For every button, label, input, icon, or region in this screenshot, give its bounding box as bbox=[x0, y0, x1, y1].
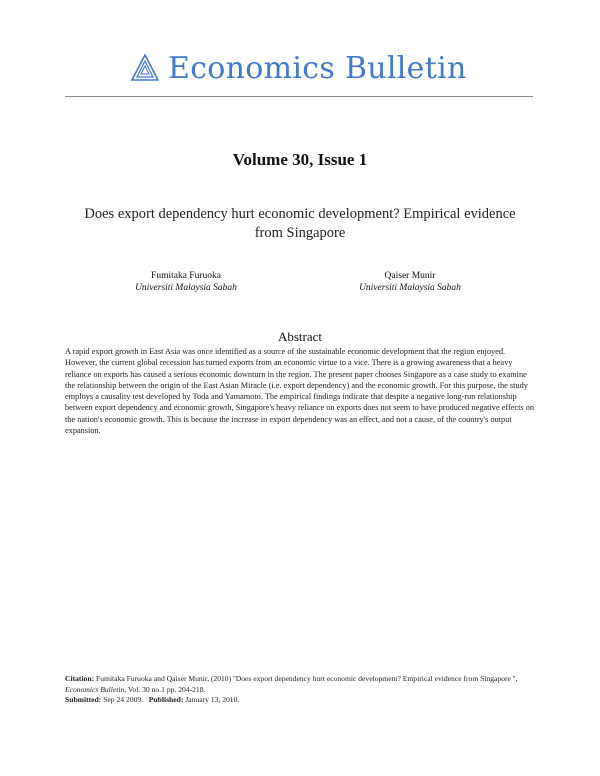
author-name: Qaiser Munir bbox=[384, 271, 436, 281]
abstract-text: A rapid export growth in East Asia was once identified as a source of the sustainable economic development that the region enjoyed. However, the current global recession has turned exports from an economic virtue to a vice. There is a growing awareness that a heavy reliance on exports has caused a serious economic downturn in the region. The present paper chooses Singapore as a case study to examine the relationship between the origin of the East Asian Miracle (i.e. export dependency) and the economic growth. For this purpose, the study employs a causality test developed by Toda and Yamamoto. The empirical findings indicate that despite a negative long-run relationship between export dependency and economic growth, Singapore's heavy reliance on exports does not seem to have produced negative effects on the nation's economic growth. This is because the increase in export dependency was an effect, and not a cause, of the country's output expansion. bbox=[65, 347, 535, 436]
submitted-label: Submitted: bbox=[65, 695, 102, 704]
author-block-2 bbox=[310, 270, 510, 294]
paper-title: Does export dependency hurt economic development? Empirical evidence from Singapore bbox=[84, 206, 516, 241]
author-block-1 bbox=[86, 270, 286, 294]
citation-volume: , Vol. 30 no.1 pp. 204-218. bbox=[124, 684, 206, 694]
submitted-date: Sep 24 2009. bbox=[103, 695, 144, 704]
abstract-heading: Abstract bbox=[277, 329, 323, 344]
volume-issue: Volume 30, Issue 1 bbox=[232, 150, 368, 169]
author-name: Fumitaka Furuoka bbox=[151, 271, 221, 281]
submission-line bbox=[65, 695, 535, 706]
journal-logo bbox=[130, 46, 467, 90]
journal-name: Economics Bulletin bbox=[168, 50, 467, 86]
citation-text: Fumitaka Furuoka and Qaiser Munir, (2010) ''Does export dependency hurt economic development? Empirical evidence from Singapore '', bbox=[96, 674, 518, 683]
citation-journal: Economics Bulletin bbox=[65, 684, 125, 694]
citation-label: Citation: bbox=[65, 674, 95, 683]
citation-line bbox=[65, 674, 535, 695]
author-affiliation: Universiti Malaysia Sabah bbox=[135, 283, 237, 293]
author-affiliation: Universiti Malaysia Sabah bbox=[359, 283, 461, 293]
triangle-a-logo-icon bbox=[130, 53, 160, 83]
header-divider bbox=[65, 96, 533, 97]
published-date: January 13, 2010. bbox=[185, 695, 240, 704]
published-label: Published: bbox=[148, 695, 184, 704]
citation-footer bbox=[65, 674, 535, 706]
